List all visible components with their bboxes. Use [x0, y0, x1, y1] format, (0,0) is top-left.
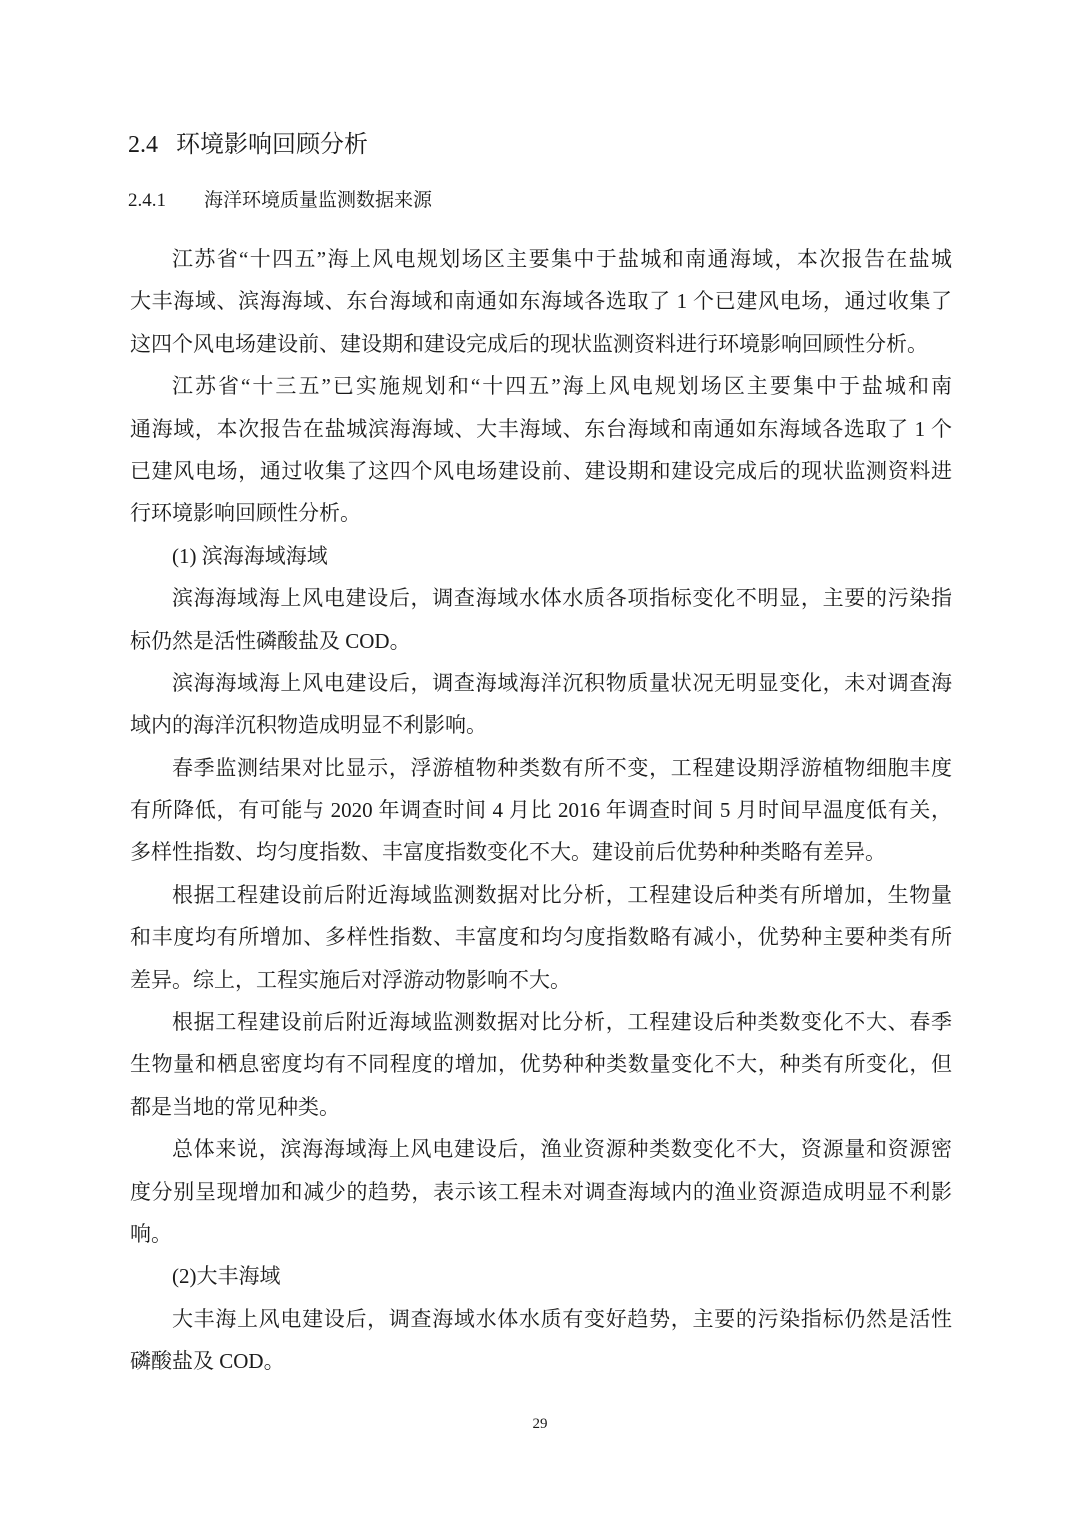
text-line: 根据工程建设前后附近海域监测数据对比分析，工程建设后种类数变化不大、春季: [172, 1010, 952, 1035]
subsection-title: 海洋环境质量监测数据来源: [204, 190, 433, 211]
text-line: 域内的海洋沉积物造成明显不利影响。: [130, 713, 487, 738]
section-number: 2.4: [128, 132, 158, 158]
page-number: 29: [532, 1416, 548, 1432]
text-line: 多样性指数、均匀度指数、丰富度指数变化不大。建设前后优势种种类略有差异。: [130, 840, 886, 865]
paragraph: [130, 874, 952, 1001]
text-line: 响。: [130, 1221, 172, 1246]
paragraph: [130, 238, 952, 365]
text-line: 通海域，本次报告在盐城滨海海域、大丰海域、东台海域和南通如东海域各选取了 1 个: [130, 416, 952, 441]
paragraph: [130, 1298, 952, 1383]
text-line: 磷酸盐及 COD。: [130, 1349, 285, 1374]
paragraph: [130, 747, 952, 874]
paragraph: [130, 1001, 952, 1128]
text-line: 已建风电场，通过收集了这四个风电场建设前、建设期和建设完成后的现状监测资料进: [130, 458, 952, 483]
text-line: 江苏省“十三五”已实施规划和“十四五”海上风电规划场区主要集中于盐城和南: [172, 374, 952, 399]
text-line: 滨海海域海上风电建设后，调查海域水体水质各项指标变化不明显，主要的污染指: [172, 586, 952, 611]
text-line: 滨海海域海上风电建设后，调查海域海洋沉积物质量状况无明显变化，未对调查海: [172, 670, 952, 695]
text-line: 行环境影响回顾性分析。: [130, 501, 361, 526]
subsection-heading: [128, 187, 432, 215]
text-line: 生物量和栖息密度均有不同程度的增加，优势种种类数量变化不大，种类有所变化，但: [130, 1052, 952, 1077]
section-title: 环境影响回顾分析: [176, 131, 368, 158]
subsection-number: 2.4.1: [128, 190, 166, 211]
text-line: 这四个风电场建设前、建设期和建设完成后的现状监测资料进行环境影响回顾性分析。: [130, 331, 928, 356]
text-line: 标仍然是活性磷酸盐及 COD。: [130, 628, 411, 653]
paragraph: [130, 662, 952, 747]
text-line: 大丰海域、滨海海域、东台海域和南通如东海域各选取了 1 个已建风电场，通过收集了: [130, 289, 952, 314]
body-text: [130, 238, 952, 1383]
text-line: 度分别呈现增加和减少的趋势，表示该工程未对调查海域内的渔业资源造成明显不利影: [130, 1179, 952, 1204]
paragraph: [130, 1255, 952, 1297]
paragraph: [130, 1128, 952, 1255]
paragraph: [130, 535, 952, 577]
text-line: 总体来说，滨海海域海上风电建设后，渔业资源种类数变化不大，资源量和资源密: [172, 1137, 952, 1162]
text-line: (2)大丰海域: [172, 1264, 281, 1289]
paragraph: [130, 577, 952, 662]
text-line: 都是当地的常见种类。: [130, 1094, 340, 1119]
text-line: 大丰海上风电建设后，调查海域水体水质有变好趋势，主要的污染指标仍然是活性: [172, 1306, 952, 1331]
text-line: 有所降低，有可能与 2020 年调查时间 4 月比 2016 年调查时间 5 月时间早温度低有关，: [130, 798, 952, 823]
text-line: 和丰度均有所增加、多样性指数、丰富度和均匀度指数略有减小，优势种主要种类有所: [130, 925, 952, 950]
text-line: 江苏省“十四五”海上风电规划场区主要集中于盐城和南通海域，本次报告在盐城: [172, 247, 952, 271]
section-heading: [128, 128, 368, 162]
text-line: (1) 滨海海域海域: [172, 543, 328, 568]
text-line: 根据工程建设前后附近海域监测数据对比分析，工程建设后种类有所增加，生物量: [172, 882, 952, 907]
paragraph: [130, 365, 952, 535]
text-line: 差异。综上，工程实施后对浮游动物影响不大。: [130, 967, 571, 992]
text-line: 春季监测结果对比显示，浮游植物种类数有所不变，工程建设期浮游植物细胞丰度: [172, 755, 952, 780]
